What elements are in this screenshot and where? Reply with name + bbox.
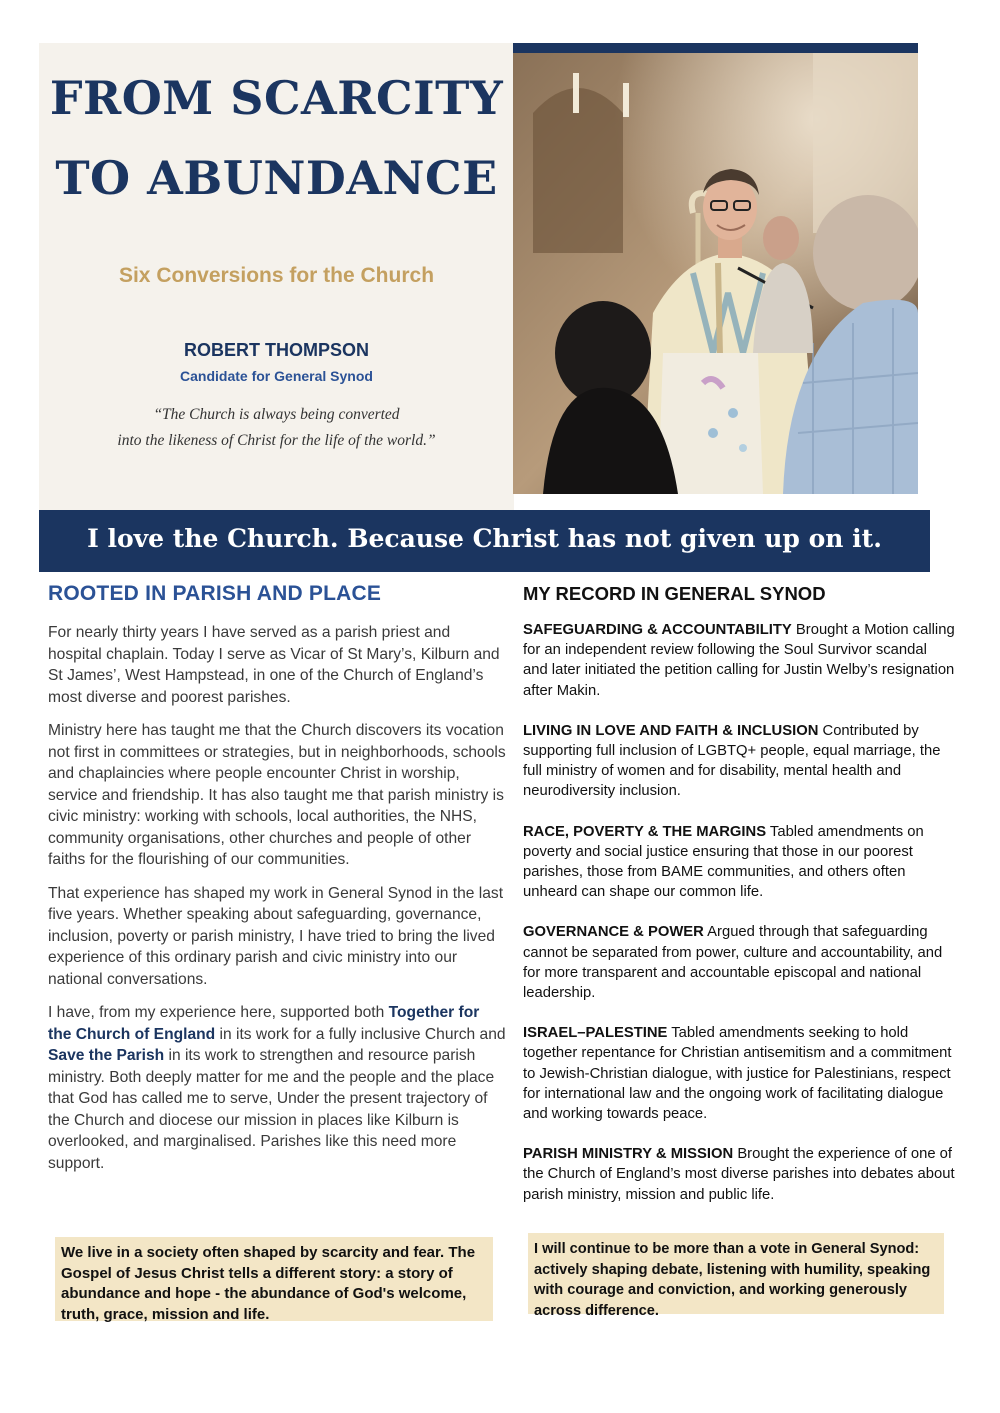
callout-right: I will continue to be more than a vote in General Synod: actively shaping debate, listening with humility, speaking with courage and conviction, and working generously across difference.: [528, 1233, 944, 1314]
record-item: [523, 620, 955, 701]
author-role: Candidate for General Synod: [180, 368, 373, 384]
banner: I love the Church. Because Christ has not given up on it.: [39, 510, 930, 572]
quote-line-1: “The Church is always being converted: [153, 406, 400, 423]
record-title: PARISH MINISTRY & MISSION: [523, 1146, 734, 1163]
record-item: [523, 922, 955, 1003]
record-item: [523, 721, 955, 802]
left-column: [48, 580, 506, 1186]
author-name: ROBERT THOMPSON: [183, 340, 369, 360]
photo-illustration: [513, 53, 918, 494]
record-item: [523, 1144, 955, 1205]
quote-line-2: into the likeness of Christ for the life of the world.”: [117, 432, 436, 449]
record-item: [523, 1023, 955, 1124]
save-parish-text: Save the Parish: [48, 1047, 165, 1064]
subtitle: Six Conversions for the Church: [118, 264, 435, 287]
right-column: [523, 580, 955, 1225]
left-heading: ROOTED IN PARISH AND PLACE: [48, 582, 382, 605]
page-title: [39, 58, 514, 218]
record-title: ISRAEL–PALESTINE: [523, 1025, 668, 1042]
record-title: RACE, POVERTY & THE MARGINS: [523, 823, 767, 840]
record-text: Brought the experience of one of the Church of England’s most diverse parishes into debates about parish ministry, mission and public life.: [523, 1146, 955, 1203]
record-item: [523, 822, 955, 903]
left-paragraph-4: [48, 1002, 506, 1174]
right-heading: MY RECORD IN GENERAL SYNOD: [523, 583, 826, 604]
left-paragraph-1: For nearly thirty years I have served as a parish priest and hospital chaplain. Today I serve as Vicar of St Mary’s, Kilburn and St James’, West Hampstead, in one of the Church of England’s most diverse and poorest parishes.: [48, 624, 500, 706]
record-text: Tabled amendments on poverty and social justice ensuring that those in our poorest parishes, those from BAME communities, and others often unheard can shape our common life.: [523, 823, 924, 901]
left-paragraph-3: That experience has shaped my work in General Synod in the last five years. Whether speaking about safeguarding, governance, inclusion, poverty or parish ministry, I have tried to bring the lived experience of this ordinary parish and civic ministry into our national conversations.: [48, 884, 504, 988]
p4-text-e: in its work to strengthen and resource parish ministry. Both deeply matter for me and the people and the place that God has called me to serve, Under the present trajectory of the Church and diocese our mission in places like Kilburn is overlooked, and marginalised. Parishes like this need more support.: [48, 1047, 495, 1172]
record-title: LIVING IN LOVE AND FAITH & INCLUSION: [523, 722, 819, 739]
callout-left: We live in a society often shaped by scarcity and fear. The Gospel of Jesus Christ tells a different story: a story of abundance and hope - the abundance of God's welcome, truth, grace, mission and life.: [55, 1237, 493, 1321]
record-text: Brought a Motion calling for an independent review following the Soul Survivor scandal and later initiated the petition calling for Justin Welby’s resignation after Makin.: [523, 622, 955, 699]
together-link-text: Together for the Church of England: [48, 1004, 480, 1043]
title-line-2: TO ABUNDANCE: [55, 151, 498, 205]
left-paragraph-2: Ministry here has taught me that the Church discovers its vocation not first in committees or strategies, but in neighborhoods, schools and chaplaincies where people encounter Christ in worship, service and friendship. It has also taught me that parish ministry is civic ministry: working with schools, local authorities, the NHS, community organisations, other churches and people of other faiths for the flourishing of our communities.: [48, 722, 506, 868]
record-text: Contributed by supporting full inclusion of LGBTQ+ people, equal marriage, the full ministry of women and for disability, mental health and neurodiversity inclusion.: [523, 722, 941, 800]
record-title: GOVERNANCE & POWER: [523, 924, 704, 941]
p4-text-c: in its work for a fully inclusive Church and: [215, 1025, 506, 1043]
photo-top-bar: [513, 43, 918, 53]
record-text: Tabled amendments seeking to hold together repentance for Christian antisemitism and a commitment to Jewish-Christian dialogue, with justice for Palestinians, respect for international law and the ongoing work of facilitating dialogue and working towards peace.: [523, 1025, 952, 1123]
record-text: Argued through that safeguarding cannot be separated from power, culture and accountability, and for more transparent and accountable episcopal and national leadership.: [523, 924, 943, 1002]
title-line-1: FROM SCARCITY: [49, 71, 504, 125]
p4-text-a: I have, from my experience here, supported both: [48, 1004, 389, 1021]
record-title: SAFEGUARDING & ACCOUNTABILITY: [523, 622, 792, 638]
header-quote: [39, 402, 514, 454]
priest-photo: [513, 53, 918, 494]
